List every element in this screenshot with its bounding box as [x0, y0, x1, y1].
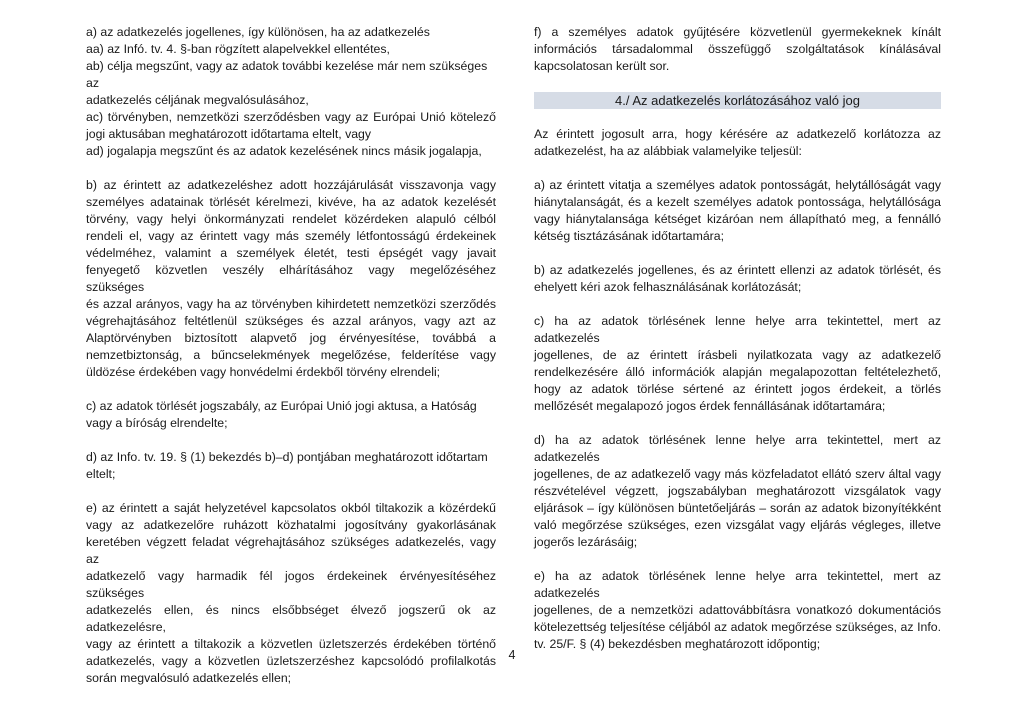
paragraph-erasure-a: [86, 24, 496, 160]
text-line: kétség tisztázásának időtartamára;: [534, 229, 725, 243]
text-line: eltelt;: [86, 467, 116, 481]
text-line: való megőrzése szükséges, ezen vizsgálat vagy eljárás végleges, illetve: [534, 518, 941, 532]
paragraph-erasure-f: [534, 24, 941, 75]
text-line: és azzal arányos, vagy ha az törvényben kihirdetett nemzetközi szerződés: [86, 297, 496, 311]
text-line: d) ha az adatok törlésének lenne helye arra tekintettel, mert az adatkezelés: [534, 433, 941, 464]
text-line: b) az érintett az adatkezeléshez adott hozzájárulását visszavonja vagy: [86, 178, 496, 192]
paragraph-erasure-d: [86, 449, 496, 483]
text-line: Az érintett jogosult arra, hogy kérésére az adatkezelő korlátozza az: [534, 127, 941, 141]
text-line: ehelyett kéri azok felhasználásának korlátozását;: [534, 280, 802, 294]
text-line: jogellenes, de a nemzetközi adattovábbításra vonatkozó dokumentációs: [534, 603, 941, 617]
text-line: személyes adatainak törlését kérelmezi, kivéve, ha az adatok kezelését: [86, 195, 496, 209]
text-line: törvény, vagy helyi önkormányzati rendelet közérdeken alapuló célból: [86, 212, 496, 226]
text-line: vagy a bíróság elrendelte;: [86, 416, 228, 430]
text-line: fenyegető közvetlen veszély elhárításához vagy megelőzéséhez szükséges: [86, 263, 496, 294]
text-line: a) az érintett vitatja a személyes adatok pontosságát, helytállóságát vagy: [534, 178, 941, 192]
text-line: vagy hiánytalansága kétséget kizáróan nem állapítható meg, a fennálló: [534, 212, 941, 226]
text-line: keretében végzett feladat végrehajtásához szükséges adatkezelés, vagy az: [86, 535, 496, 566]
text-line: védelméhez, valamint a személyek életét, testi épségét vagy javait: [86, 246, 496, 260]
paragraph-erasure-c: [86, 398, 496, 432]
text-line: mellőzését megalapozó jogos érdek fennállásának időtartamára;: [534, 399, 886, 413]
text-line: adatkezelés ellen, és nincs elsőbbséget élvező jogszerű ok az adatkezelésre,: [86, 603, 496, 634]
text-line: aa) az Infó. tv. 4. §-ban rögzített alapelvekkel ellentétes,: [86, 42, 390, 56]
paragraph-restriction-d: [534, 432, 941, 551]
paragraph-erasure-b: [86, 177, 496, 381]
text-line: d) az Info. tv. 19. § (1) bekezdés b)–d) pontjában meghatározott időtartam: [86, 450, 488, 464]
text-line: információs társadalommal összefüggő szolgáltatások kínálásával: [534, 42, 941, 56]
text-line: során megvalósuló adatkezelés ellen;: [86, 671, 292, 685]
paragraph-restriction-e: [534, 568, 941, 653]
text-line: e) az érintett a saját helyzetével kapcsolatos okból tiltakozik a közérdekű: [86, 501, 496, 515]
paragraph-restriction-c: [534, 313, 941, 415]
text-line: vagy az érintett a tiltakozik a közvetlen üzletszerzés érdekében történő: [86, 637, 496, 651]
text-line: tv. 25/F. § (4) bekezdésben meghatározott időpontig;: [534, 637, 821, 651]
text-line: rendelkezésére álló információk alapján megalapozottan feltételezhető,: [534, 365, 941, 379]
text-line: adatkezelő vagy harmadik fél jogos érdekeinek érvényesítéséhez szükséges: [86, 569, 496, 600]
text-line: Alaptörvényben biztosított alapvető jog érvényesítése, továbbá a: [86, 331, 496, 345]
left-column: [86, 24, 496, 704]
text-line: hiánytalanságát, és a kezelt személyes adatok pontossága, helytállósága: [534, 195, 941, 209]
text-line: adatkezelést, ha az alábbiak valamelyike teljesül:: [534, 144, 802, 158]
text-line: adatkezelés, vagy a közvetlen üzletszerzéshez kapcsolódó profilalkotás: [86, 654, 496, 668]
text-line: hogy az adatok törlése sértené az érintett jogos érdekeit, a törlés: [534, 382, 941, 396]
text-line: jogerős lezárásáig;: [534, 535, 638, 549]
text-line: jogellenes, de az érintett írásbeli nyilatkozata vagy az adatkezelő: [534, 348, 941, 362]
text-line: végrehajtásához feltétlenül szükséges és azzal arányos, vagy azt az: [86, 314, 496, 328]
text-line: ac) törvényben, nemzetközi szerződésben vagy az Európai Unió kötelező: [86, 110, 496, 124]
right-column: [534, 24, 941, 670]
paragraph-restriction-intro: [534, 126, 941, 160]
text-line: a) az adatkezelés jogellenes, így különösen, ha az adatkezelés: [86, 25, 430, 39]
text-line: eljárások – így különösen büntetőeljárás – során az adatok bizonyítékként: [534, 501, 941, 515]
text-line: üldözése érdekében vagy honvédelmi érdekből törvény elrendeli;: [86, 365, 441, 379]
section-header-restriction: 4./ Az adatkezelés korlátozásához való jog: [534, 92, 941, 109]
text-line: adatkezelés céljának megvalósulásához,: [86, 93, 309, 107]
text-line: ad) jogalapja megszűnt és az adatok kezelésének nincs másik jogalapja,: [86, 144, 482, 158]
text-line: rendeli el, vagy az érintett vagy más személy létfontosságú érdekeinek: [86, 229, 496, 243]
text-line: vagy az adatkezelőre ruházott közhatalmi jogosítvány gyakorlásának: [86, 518, 496, 532]
text-line: f) a személyes adatok gyűjtésére közvetlenül gyermekeknek kínált: [534, 25, 941, 39]
page-number: 4: [508, 648, 516, 662]
paragraph-restriction-a: [534, 177, 941, 245]
text-line: nemzetbiztonság, a bűncselekmények megelőzése, felderítése vagy: [86, 348, 496, 362]
text-line: e) ha az adatok törlésének lenne helye arra tekintettel, mert az adatkezelés: [534, 569, 941, 600]
text-line: jogi aktusában meghatározott időtartama eltelt, vagy: [86, 127, 372, 141]
text-line: kapcsolatosan került sor.: [534, 59, 670, 73]
text-line: jogellenes, de az adatkezelő vagy más közfeladatot ellátó szerv által vagy: [534, 467, 941, 481]
text-line: kötelezettség teljesítése céljából az adatok megőrzése szükséges, az Info.: [534, 620, 941, 634]
paragraph-restriction-b: [534, 262, 941, 296]
text-line: részvételével végzett, jogszabályban meghatározott vizsgálatok vagy: [534, 484, 941, 498]
text-line: c) ha az adatok törlésének lenne helye arra tekintettel, mert az adatkezelés: [534, 314, 941, 345]
text-line: c) az adatok törlését jogszabály, az Európai Unió jogi aktusa, a Hatóság: [86, 399, 477, 413]
text-line: ab) célja megszűnt, vagy az adatok további kezelése már nem szükséges az: [86, 59, 488, 90]
text-line: b) az adatkezelés jogellenes, és az érintett ellenzi az adatok törlését, és: [534, 263, 941, 277]
